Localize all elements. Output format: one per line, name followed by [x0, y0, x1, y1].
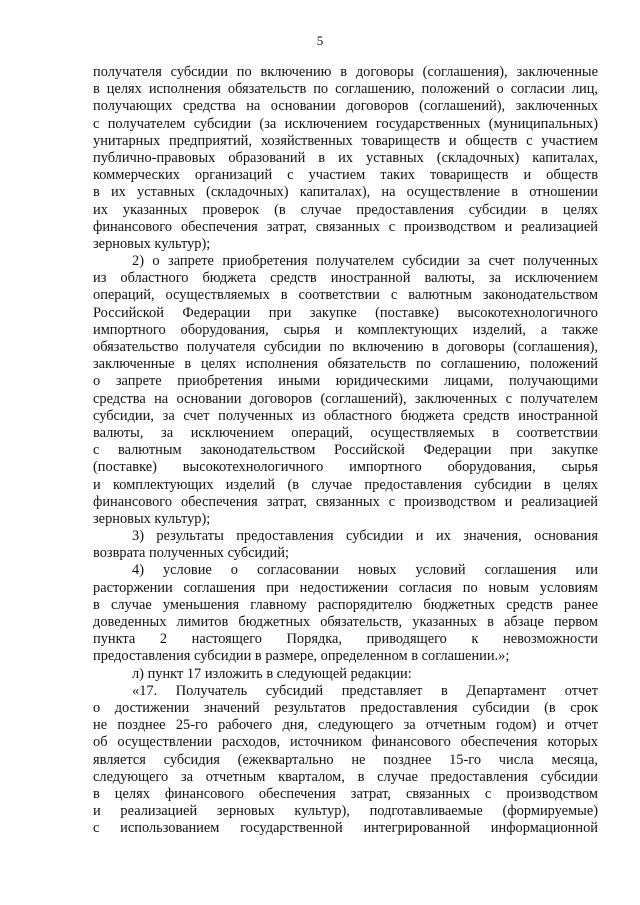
text-line: «17. Получатель субсидий представляет в Департамент отчет [132, 682, 598, 699]
text-line: с валютным законодательством Российской Федерации при закупке [93, 442, 598, 459]
paragraph [93, 253, 598, 528]
text-line: Российской Федерации при закупке (поставке) высокотехнологичного [93, 304, 598, 321]
text-line: пункта 2 настоящего Порядка, приводящего к невозможности [93, 631, 598, 648]
text-line: получающих средства на основании договоров (соглашений), заключенных [93, 98, 598, 115]
text-line: расторжении соглашения при недостижении согласия по новым условиям [93, 579, 598, 596]
text-line: публично-правовых образований в их уставных (складочных) капиталах, [93, 149, 598, 166]
text-line: о достижении значений результатов предоставления субсидии (в срок [93, 699, 598, 716]
text-line: является субсидия (ежеквартально не позднее 15-го числа месяца, [93, 751, 598, 768]
text-line: операций, осуществляемых в соответствии с валютным законодательством [93, 287, 598, 304]
text-line: субсидии, за счет полученных из областного бюджета средств иностранной [93, 407, 598, 424]
text-line: не позднее 25-го рабочего дня, следующего за отчетным годом) и отчет [93, 717, 598, 734]
text-line: средства на основании договоров (соглашений), заключенных с получателем [93, 390, 598, 407]
text-line: коммерческих организаций с участием таких товариществ и обществ [93, 167, 598, 184]
text-line: заключенные в целях исполнения обязательств по соглашению, положений [93, 356, 598, 373]
paragraph [93, 64, 598, 253]
text-line: из областного бюджета средств иностранной валюты, за исключением [93, 270, 598, 287]
text-line: с использованием государственной интегрированной информационной [93, 820, 598, 837]
text-line: возврата полученных субсидий; [93, 545, 289, 562]
text-line: в их уставных (складочных) капиталах), на осуществление в отношении [93, 184, 598, 201]
page-number: 5 [316, 33, 324, 48]
paragraph [93, 562, 598, 665]
text-line: в целях исполнения обязательств по соглашению, положений о согласии лиц, [93, 81, 598, 98]
text-line: унитарных предприятий, хозяйственных товариществ и обществ с участием [93, 132, 598, 149]
text-line: валюты, за исключением операций, осуществляемых в соответствии [93, 424, 598, 441]
text-line: 2) о запрете приобретения получателем субсидии за счет полученных [132, 253, 598, 270]
text-line: и комплектующих изделий (в случае предоставления субсидии в целях [93, 476, 598, 493]
paragraph [93, 528, 598, 562]
text-line: финансового обеспечения затрат, связанных с производством и реализацией [93, 218, 598, 235]
text-line: зерновых культур); [93, 510, 211, 527]
text-line: финансового обеспечения затрат, связанных с производством и реализацией [93, 493, 598, 510]
text-line: следующего за отчетным кварталом, в случае предоставления субсидии [93, 768, 598, 785]
paragraph [93, 683, 598, 838]
document-body [93, 64, 598, 837]
paragraph [93, 666, 598, 683]
text-line: импортного оборудования, сырья и комплектующих изделий, а также [93, 321, 598, 338]
text-line: доведенных лимитов бюджетных обязательств, указанных в абзаце первом [93, 614, 598, 630]
text-line: их указанных проверок (в случае предоставления субсидии в целях [93, 201, 598, 218]
text-line: зерновых культур); [93, 235, 211, 252]
text-line: в целях финансового обеспечения затрат, связанных с производством [93, 785, 598, 802]
text-line: (поставке) высокотехнологичного импортного оборудования, сырья [93, 459, 598, 476]
text-line: 4) условие о согласовании новых условий соглашения или [132, 562, 598, 579]
text-line: л) пункт 17 изложить в следующей редакции: [132, 665, 412, 682]
text-line: получателя субсидии по включению в договоры (соглашения), заключенные [93, 64, 598, 80]
text-line: и реализацией зерновых культур), подготавливаемые (формируемые) [93, 803, 598, 820]
text-line: обязательство получателя субсидии по включению в договоры (соглашения), [93, 339, 598, 355]
text-line: о запрете приобретения иными юридическими лицами, получающими [93, 373, 598, 390]
text-line: 3) результаты предоставления субсидии и их значения, основания [132, 528, 598, 545]
text-line: об осуществлении расходов, источником финансового обеспечения которых [93, 734, 598, 751]
text-line: с получателем субсидии (за исключением государственных (муниципальных) [93, 115, 598, 132]
text-line: в случае уменьшения главному распорядителю бюджетных средств ранее [93, 596, 598, 613]
text-line: предоставления субсидии в размере, определенном в соглашении.»; [93, 648, 510, 665]
